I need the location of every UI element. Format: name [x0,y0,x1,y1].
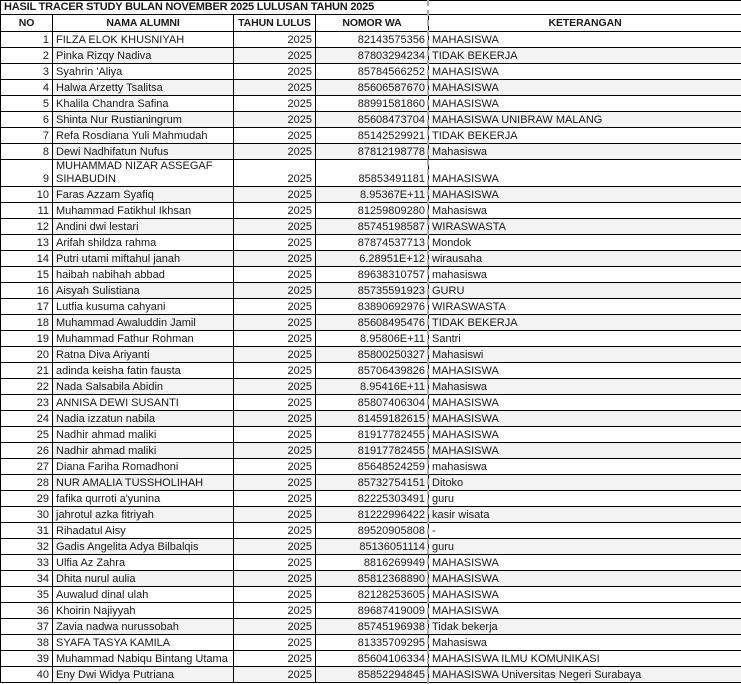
table-row [1,80,741,96]
cell-keterangan[interactable]: MAHASISWA [429,32,741,48]
cell-tahun-lulus[interactable]: 2025 [234,619,316,635]
cell-nama-alumni[interactable]: Auwalud dinal ulah [53,587,234,603]
cell-nomor-wa[interactable]: 87812198778 [316,144,429,160]
table-row [1,96,741,112]
cell-nama-alumni[interactable]: NUR AMALIA TUSSHOLIHAH [53,475,234,491]
cell-row-number[interactable]: 9 [1,160,53,187]
table-row [1,523,741,539]
cell-nama-alumni[interactable]: Dhita nurul aulia [53,571,234,587]
cell-row-number[interactable]: 6 [1,112,53,128]
cell-nama-alumni[interactable]: Ulfia Az Zahra [53,555,234,571]
cell-nama-alumni[interactable]: MUHAMMAD NIZAR ASSEGAF SIHABUDIN [53,160,234,187]
table-row [1,267,741,283]
cell-nomor-wa[interactable]: 89520905808 [316,523,429,539]
cell-row-number[interactable]: 17 [1,299,53,315]
cell-nama-alumni[interactable]: Arifah shildza rahma [53,235,234,251]
cell-nama-alumni[interactable]: Eny Dwi Widya Putriana [53,667,234,683]
cell-tahun-lulus[interactable]: 2025 [234,427,316,443]
table-row [1,299,741,315]
cell-tahun-lulus[interactable]: 2025 [234,395,316,411]
cell-nama-alumni[interactable]: Refa Rosdiana Yuli Mahmudah [53,128,234,144]
cell-nomor-wa[interactable]: 82143575356 [316,32,429,48]
cell-row-number[interactable]: 8 [1,144,53,160]
cell-nomor-wa[interactable]: 85732754151 [316,475,429,491]
cell-keterangan[interactable]: WIRASWASTA [429,219,741,235]
cell-nama-alumni[interactable]: Zavia nadwa nurussobah [53,619,234,635]
cell-nama-alumni[interactable]: Lutfia kusuma cahyani [53,299,234,315]
cell-keterangan[interactable]: Mahasiswa [429,203,741,219]
table-row [1,635,741,651]
table-row [1,443,741,459]
cell-row-number[interactable]: 4 [1,80,53,96]
cell-nomor-wa[interactable]: 6.28951E+12 [316,251,429,267]
cell-row-number[interactable]: 2 [1,48,53,64]
cell-nama-alumni[interactable]: Shinta Nur Rustianingrum [53,112,234,128]
cell-keterangan[interactable]: WIRASWASTA [429,299,741,315]
cell-keterangan[interactable]: guru [429,491,741,507]
column-header-nama-alumni[interactable]: NAMA ALUMNI [53,15,234,32]
cell-row-number[interactable]: 19 [1,331,53,347]
cell-nomor-wa[interactable]: 85608473704 [316,112,429,128]
cell-row-number[interactable]: 5 [1,96,53,112]
table-row [1,203,741,219]
cell-nama-alumni[interactable]: Nada Salsabila Abidin [53,379,234,395]
cell-row-number[interactable]: 37 [1,619,53,635]
cell-tahun-lulus[interactable]: 2025 [234,219,316,235]
table-row [1,491,741,507]
cell-nama-alumni[interactable]: Pinka Rizqy Nadiva [53,48,234,64]
cell-tahun-lulus[interactable]: 2025 [234,48,316,64]
table-row [1,144,741,160]
cell-row-number[interactable]: 40 [1,667,53,683]
cell-nama-alumni[interactable]: ANNISA DEWI SUSANTI [53,395,234,411]
cell-nomor-wa[interactable]: 89638310757 [316,267,429,283]
cell-tahun-lulus[interactable]: 2025 [234,80,316,96]
table-body [1,32,741,683]
cell-nama-alumni[interactable]: Diana Fariha Romadhoni [53,459,234,475]
table-row [1,331,741,347]
cell-nomor-wa[interactable]: 85706439826 [316,363,429,379]
cell-tahun-lulus[interactable]: 2025 [234,651,316,667]
cell-tahun-lulus[interactable]: 2025 [234,315,316,331]
cell-nomor-wa[interactable]: 85745198587 [316,219,429,235]
cell-nomor-wa[interactable]: 85745196938 [316,619,429,635]
cell-nama-alumni[interactable]: Ratna Diva Ariyanti [53,347,234,363]
table-row [1,251,741,267]
cell-row-number[interactable]: 25 [1,427,53,443]
cell-tahun-lulus[interactable]: 2025 [234,667,316,683]
cell-tahun-lulus[interactable]: 2025 [234,539,316,555]
cell-tahun-lulus[interactable]: 2025 [234,32,316,48]
cell-keterangan[interactable]: kasir wisata [429,507,741,523]
cell-nama-alumni[interactable]: Halwa Arzetty Tsalitsa [53,80,234,96]
table-row [1,315,741,331]
cell-tahun-lulus[interactable]: 2025 [234,363,316,379]
cell-row-number[interactable]: 13 [1,235,53,251]
cell-tahun-lulus[interactable]: 2025 [234,299,316,315]
sheet-title-cell[interactable]: HASIL TRACER STUDY BULAN NOVEMBER 2025 LULUSAN TAHUN 2025 [1,1,741,15]
cell-keterangan[interactable]: Mahasiswa [429,144,741,160]
column-header-nomor-wa[interactable]: NOMOR WA [316,15,429,32]
cell-nama-alumni[interactable]: haibah nabihah abbad [53,267,234,283]
cell-nomor-wa[interactable]: 85812368890 [316,571,429,587]
cell-row-number[interactable]: 16 [1,283,53,299]
table-row [1,619,741,635]
table-row [1,379,741,395]
cell-row-number[interactable]: 23 [1,395,53,411]
cell-tahun-lulus[interactable]: 2025 [234,96,316,112]
cell-keterangan[interactable]: MAHASISWA [429,411,741,427]
title-row [1,1,741,15]
cell-nomor-wa[interactable]: 83890692976 [316,299,429,315]
cell-tahun-lulus[interactable]: 2025 [234,187,316,203]
cell-tahun-lulus[interactable]: 2025 [234,112,316,128]
cell-keterangan[interactable]: MAHASISWA [429,363,741,379]
cell-keterangan[interactable]: - [429,523,741,539]
cell-nomor-wa[interactable]: 81917782455 [316,443,429,459]
cell-keterangan[interactable]: MAHASISWA [429,395,741,411]
cell-nomor-wa[interactable]: 85608495476 [316,315,429,331]
cell-row-number[interactable]: 29 [1,491,53,507]
cell-row-number[interactable]: 11 [1,203,53,219]
table-row [1,507,741,523]
table-row [1,112,741,128]
table-row [1,347,741,363]
cell-keterangan[interactable]: Mondok [429,235,741,251]
cell-nama-alumni[interactable]: Nadhir ahmad maliki [53,427,234,443]
table-row [1,603,741,619]
cell-nomor-wa[interactable]: 85853491181 [316,160,429,187]
cell-tahun-lulus[interactable]: 2025 [234,459,316,475]
cell-keterangan[interactable]: TIDAK BEKERJA [429,128,741,144]
table-row [1,475,741,491]
cell-nomor-wa[interactable]: 85606587670 [316,80,429,96]
cell-nama-alumni[interactable]: Andini dwi lestari [53,219,234,235]
cell-nomor-wa[interactable]: 8816269949 [316,555,429,571]
cell-tahun-lulus[interactable]: 2025 [234,379,316,395]
cell-tahun-lulus[interactable]: 2025 [234,347,316,363]
cell-row-number[interactable]: 14 [1,251,53,267]
cell-nama-alumni[interactable]: jahrotul azka fitriyah [53,507,234,523]
cell-keterangan[interactable]: MAHASISWA [429,571,741,587]
table-row [1,651,741,667]
cell-nama-alumni[interactable]: Muhammad Awaluddin Jamil [53,315,234,331]
cell-nama-alumni[interactable]: Muhammad Fatikhul Ikhsan [53,203,234,219]
cell-row-number[interactable]: 35 [1,587,53,603]
cell-row-number[interactable]: 12 [1,219,53,235]
cell-tahun-lulus[interactable]: 2025 [234,443,316,459]
cell-row-number[interactable]: 7 [1,128,53,144]
cell-row-number[interactable]: 24 [1,411,53,427]
cell-keterangan[interactable]: GURU [429,283,741,299]
cell-nama-alumni[interactable]: Muhammad Fathur Rohman [53,331,234,347]
table-row [1,48,741,64]
cell-tahun-lulus[interactable]: 2025 [234,635,316,651]
cell-nomor-wa[interactable]: 87874537713 [316,235,429,251]
table-row [1,32,741,48]
cell-nama-alumni[interactable]: Rihadatul Aisy [53,523,234,539]
column-header-no[interactable]: NO [1,15,53,32]
cell-nomor-wa[interactable]: 82128253605 [316,587,429,603]
table-row [1,427,741,443]
cell-tahun-lulus[interactable]: 2025 [234,491,316,507]
cell-nama-alumni[interactable]: Muhammad Nabiqu Bintang Utama [53,651,234,667]
cell-tahun-lulus[interactable]: 2025 [234,507,316,523]
cell-keterangan[interactable]: guru [429,539,741,555]
cell-nomor-wa[interactable]: 85604106334 [316,651,429,667]
cell-keterangan[interactable]: Ditoko [429,475,741,491]
cell-nomor-wa[interactable]: 85136051114 [316,539,429,555]
table-row [1,219,741,235]
table-row [1,187,741,203]
cell-tahun-lulus[interactable]: 2025 [234,587,316,603]
cell-row-number[interactable]: 10 [1,187,53,203]
table-row [1,667,741,683]
cell-keterangan[interactable]: Mahasiswa [429,635,741,651]
cell-row-number[interactable]: 26 [1,443,53,459]
cell-keterangan[interactable]: MAHASISWA [429,64,741,80]
cell-nomor-wa[interactable]: 88991581860 [316,96,429,112]
cell-tahun-lulus[interactable]: 2025 [234,267,316,283]
cell-row-number[interactable]: 3 [1,64,53,80]
cell-keterangan[interactable]: wirausaha [429,251,741,267]
cell-nama-alumni[interactable]: Nadia izzatun nabila [53,411,234,427]
cell-keterangan[interactable]: MAHASISWA [429,603,741,619]
cell-keterangan[interactable]: MAHASISWA [429,187,741,203]
cell-tahun-lulus[interactable]: 2025 [234,475,316,491]
header-row [1,15,741,32]
table-row [1,395,741,411]
cell-keterangan[interactable]: Tidak bekerja [429,619,741,635]
table-row [1,235,741,251]
cell-nomor-wa[interactable]: 85142529921 [316,128,429,144]
cell-nomor-wa[interactable]: 82225303491 [316,491,429,507]
cell-tahun-lulus[interactable]: 2025 [234,144,316,160]
cell-nomor-wa[interactable]: 81335709295 [316,635,429,651]
cell-keterangan[interactable]: MAHASISWA [429,555,741,571]
cell-nama-alumni[interactable]: Khoirin Najiyyah [53,603,234,619]
cell-nomor-wa[interactable]: 85852294845 [316,667,429,683]
table-row [1,587,741,603]
table-row [1,571,741,587]
cell-keterangan[interactable]: MAHASISWA [429,160,741,187]
cell-nomor-wa[interactable]: 85648524259 [316,459,429,475]
cell-tahun-lulus[interactable]: 2025 [234,160,316,187]
cell-keterangan[interactable]: MAHASISWA Universitas Negeri Surabaya [429,667,741,683]
cell-tahun-lulus[interactable]: 2025 [234,128,316,144]
cell-nomor-wa[interactable]: 81917782455 [316,427,429,443]
cell-row-number[interactable]: 28 [1,475,53,491]
cell-keterangan[interactable]: TIDAK BEKERJA [429,48,741,64]
cell-keterangan[interactable]: Mahasiswa [429,379,741,395]
cell-row-number[interactable]: 32 [1,539,53,555]
table-row [1,411,741,427]
cell-nama-alumni[interactable]: Gadis Angelita Adya Bilbalqis [53,539,234,555]
cell-keterangan[interactable]: MAHASISWA [429,427,741,443]
table-row [1,283,741,299]
cell-nama-alumni[interactable]: Putri utami miftahul janah [53,251,234,267]
cell-row-number[interactable]: 20 [1,347,53,363]
table-row [1,128,741,144]
cell-keterangan[interactable]: MAHASISWA [429,587,741,603]
table-head [1,1,741,32]
cell-keterangan[interactable]: MAHASISWA [429,80,741,96]
cell-nomor-wa[interactable]: 81459182615 [316,411,429,427]
cell-keterangan[interactable]: Mahasiswi [429,347,741,363]
cell-nomor-wa[interactable]: 81259809280 [316,203,429,219]
cell-keterangan[interactable]: MAHASISWA [429,443,741,459]
cell-row-number[interactable]: 15 [1,267,53,283]
cell-nama-alumni[interactable]: fafika qurroti a'yunina [53,491,234,507]
column-header-tahun-lulus[interactable]: TAHUN LULUS [234,15,316,32]
cell-tahun-lulus[interactable]: 2025 [234,331,316,347]
cell-row-number[interactable]: 39 [1,651,53,667]
table-row [1,64,741,80]
cell-nomor-wa[interactable]: 8.95367E+11 [316,187,429,203]
table-row [1,539,741,555]
cell-tahun-lulus[interactable]: 2025 [234,555,316,571]
cell-tahun-lulus[interactable]: 2025 [234,64,316,80]
cell-keterangan[interactable]: MAHASISWA ILMU KOMUNIKASI [429,651,741,667]
cell-keterangan[interactable]: mahasiswa [429,459,741,475]
cell-nomor-wa[interactable]: 85735591923 [316,283,429,299]
cell-keterangan[interactable]: Santri [429,331,741,347]
cell-row-number[interactable]: 22 [1,379,53,395]
cell-nama-alumni[interactable]: Nadhir ahmad maliki [53,443,234,459]
cell-row-number[interactable]: 1 [1,32,53,48]
cell-nama-alumni[interactable]: Khalila Chandra Safina [53,96,234,112]
cell-nomor-wa[interactable]: 85800250327 [316,347,429,363]
cell-nama-alumni[interactable]: Faras Azzam Syafiq [53,187,234,203]
cell-nomor-wa[interactable]: 89687419009 [316,603,429,619]
cell-row-number[interactable]: 30 [1,507,53,523]
cell-nomor-wa[interactable]: 8.95416E+11 [316,379,429,395]
cell-nomor-wa[interactable]: 81222996422 [316,507,429,523]
table-row [1,363,741,379]
cell-row-number[interactable]: 27 [1,459,53,475]
cell-keterangan[interactable]: mahasiswa [429,267,741,283]
cell-tahun-lulus[interactable]: 2025 [234,571,316,587]
cell-tahun-lulus[interactable]: 2025 [234,251,316,267]
cell-tahun-lulus[interactable]: 2025 [234,283,316,299]
cell-row-number[interactable]: 21 [1,363,53,379]
cell-row-number[interactable]: 18 [1,315,53,331]
cell-nama-alumni[interactable]: Dewi Nadhifatun Nufus [53,144,234,160]
cell-tahun-lulus[interactable]: 2025 [234,411,316,427]
cell-nama-alumni[interactable]: adinda keisha fatin fausta [53,363,234,379]
cell-tahun-lulus[interactable]: 2025 [234,235,316,251]
cell-nomor-wa[interactable]: 87803294234 [316,48,429,64]
cell-keterangan[interactable]: MAHASISWA [429,96,741,112]
cell-row-number[interactable]: 34 [1,571,53,587]
table-row [1,555,741,571]
table-row [1,160,741,187]
table-row [1,459,741,475]
column-header-keterangan[interactable]: KETERANGAN [429,15,741,32]
cell-nomor-wa[interactable]: 85807406304 [316,395,429,411]
cell-nomor-wa[interactable]: 85784566252 [316,64,429,80]
cell-nomor-wa[interactable]: 8.95806E+11 [316,331,429,347]
cell-row-number[interactable]: 38 [1,635,53,651]
cell-row-number[interactable]: 36 [1,603,53,619]
cell-nama-alumni[interactable]: Syahrin 'Aliya [53,64,234,80]
cell-nama-alumni[interactable]: Aisyah Sulistiana [53,283,234,299]
cell-tahun-lulus[interactable]: 2025 [234,203,316,219]
cell-tahun-lulus[interactable]: 2025 [234,523,316,539]
cell-nama-alumni[interactable]: FILZA ELOK KHUSNIYAH [53,32,234,48]
cell-keterangan[interactable]: MAHASISWA UNIBRAW MALANG [429,112,741,128]
cell-row-number[interactable]: 31 [1,523,53,539]
cell-nama-alumni[interactable]: SYAFA TASYA KAMILA [53,635,234,651]
cell-keterangan[interactable]: TIDAK BEKERJA [429,315,741,331]
cell-row-number[interactable]: 33 [1,555,53,571]
cell-tahun-lulus[interactable]: 2025 [234,603,316,619]
